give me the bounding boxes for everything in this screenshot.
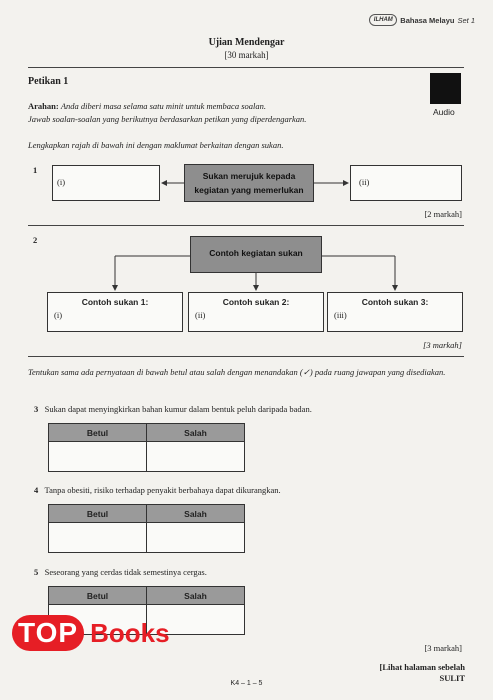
question-number: 5 <box>34 567 39 577</box>
q1-marks: [2 markah] <box>424 209 462 219</box>
question-text: Tanpa obesiti, risiko terhadap penyakit berbahaya dapat dikurangkan. <box>44 485 281 495</box>
next-page-note: [Lihat halaman sebelah <box>379 662 465 672</box>
col-salah: Salah <box>147 424 245 442</box>
example-sport-label: Contoh sukan 3: <box>361 297 429 307</box>
instructions-line1: Anda diberi masa selama satu minit untuk membaca soalan. <box>60 101 266 111</box>
col-salah: Salah <box>147 505 245 523</box>
col-betul: Betul <box>49 587 147 605</box>
watermark-top: TOP <box>12 615 84 651</box>
example-sport-box-3[interactable] <box>327 292 463 332</box>
question-number: 4 <box>34 485 39 495</box>
subject-label: Bahasa Melayu <box>400 15 455 25</box>
topbooks-watermark <box>12 615 170 651</box>
question-number: 3 <box>34 404 39 414</box>
instructions-label: Arahan: <box>28 101 59 111</box>
cell-salah[interactable] <box>147 442 245 472</box>
audio-label: Audio <box>433 107 455 117</box>
sulit-label: SULIT <box>439 673 465 683</box>
col-betul: Betul <box>49 505 147 523</box>
cell-betul[interactable] <box>49 442 147 472</box>
question-4 <box>34 485 281 495</box>
answer-table-q4 <box>48 504 245 553</box>
diagram-instruction: Lengkapkan rajah di bawah ini dengan maklumat berkaitan dengan sukan. <box>28 140 284 150</box>
page-title: Ujian Mendengar <box>208 37 285 48</box>
example-sport-box-2[interactable] <box>188 292 324 332</box>
blank-label: (ii) <box>359 177 370 187</box>
q3-5-marks: [3 markah] <box>424 643 462 653</box>
page-code: K4 – 1 – 5 <box>230 680 263 687</box>
set-label: Set 1 <box>457 15 475 25</box>
example-sport-label: Contoh sukan 2: <box>222 297 290 307</box>
question-number: 2 <box>33 235 38 245</box>
watermark-books: Books <box>90 617 170 648</box>
question-number: 1 <box>33 165 38 175</box>
q1-center-box: Sukan merujuk kepada kegiatan yang memerlukan <box>184 164 314 202</box>
question-text: Sukan dapat menyingkirkan bahan kumur dalam bentuk peluh daripada badan. <box>44 404 312 414</box>
example-sport-box-1[interactable] <box>47 292 183 332</box>
divider <box>28 225 464 226</box>
question-text: Seseorang yang cerdas tidak semestinya cergas. <box>44 567 207 577</box>
blank-label: (i) <box>54 310 63 320</box>
total-marks: [30 markah] <box>224 50 269 60</box>
q2-top-box: Contoh kegiatan sukan <box>190 236 322 273</box>
publisher-logo: ILHAM <box>369 14 397 26</box>
answer-table-q3 <box>48 423 245 472</box>
section-title: Petikan 1 <box>28 76 69 87</box>
col-betul: Betul <box>49 424 147 442</box>
question-5 <box>34 567 207 577</box>
cell-betul[interactable] <box>49 523 147 553</box>
question-3 <box>34 404 312 414</box>
cell-salah[interactable] <box>147 523 245 553</box>
q2-marks: [3 markah] <box>423 340 462 350</box>
truefalse-instruction: Tentukan sama ada pernyataan di bawah betul atau salah dengan menandakan (✓) pada ruang jawapan yang disediakan. <box>28 367 446 377</box>
divider <box>28 356 464 357</box>
example-sport-label: Contoh sukan 1: <box>81 297 149 307</box>
blank-label: (iii) <box>334 310 347 320</box>
instructions-line2: Jawab soalan-soalan yang berikutnya berdasarkan petikan yang diperdengarkan. <box>28 114 307 124</box>
col-salah: Salah <box>147 587 245 605</box>
blank-label: (ii) <box>195 310 206 320</box>
blank-label: (i) <box>57 177 66 187</box>
